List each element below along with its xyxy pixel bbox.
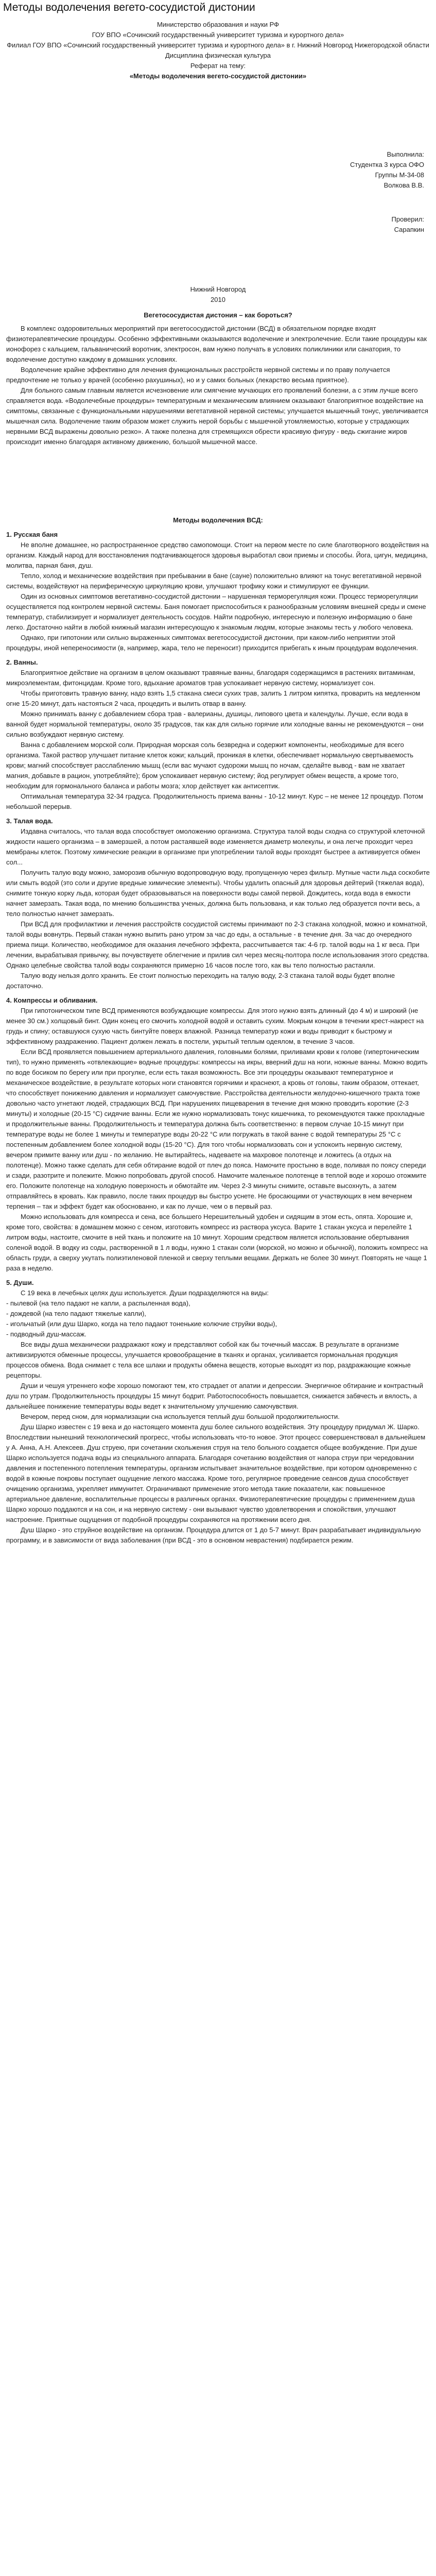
section-paragraph: Можно использовать для компресса и сена, все большего Нерешительный удобен и сидящим в этом есть, опята. Хорошие и, кроме того, свойства: в домашнем можно с сеном, изготовить компресс из раствора уксуса. Варите 1 стакан уксуса и перелейте 1 литром воды, настоите, смочите в ней ткань и положите на 10 минут. Хорошим средством является использование обертывания соленой водой. В водку из соды, растворенной в 1 л воды, нужно 1 стакан соли (морской, но можно и обычной), положить компресс на область груди, а сверху укутать полиэтиленовой пленкой и сверху теплыми вещами. Держать не более 30 минут. Повторять не чаще 1 раза в неделю. (6, 1213, 428, 1272)
group-line: Группы М-34-08 (375, 171, 424, 179)
section-paragraph: При гипотоническом типе ВСД применяются возбуждающие компрессы. Для этого нужно взять длинный (до 4 м) и широкий (не менее 30 см.) холщовый бинт. Один конец его смочить холодной водой и оставить сухим. Мокрым концом в течении крест-накрест на грудь и спину; оставшуюся сухую часть бинтуйте поверх влажной. Разница температур кожи и воды приводит к быстрому и эффективному раздражению. Пациент должен лежать в постели, укрытый теплым одеялом, в течение 3 часов. (6, 1007, 424, 1045)
section-showers (6, 1278, 430, 1546)
intro-section (6, 310, 430, 447)
section-paragraph: Душ Шарко известен с 19 века и до настоящего момента душ более сильного воздействия. Эту процедуру придумал Ж. Шарко. Впоследствии нынешний технологический прогресс, чтобы использовать что-то новое. Этот процесс совершенствовал в дальнейшем у А. Анна, А.Н. Алексеев. Душ струею, при сочетании скольжения струя на тело больного создается общее возбуждение. При душе Шарко используется подача воды из специального аппарата. Благодаря сочетанию воздействия от напора струи при чередовании давления и постепенного потепления температуры, организм испытывает значительное воздействие, при котором одновременно с водой в кожные покровы поступает ощущение легкого массажа. Кроме того, регулярное проведение сеансов душа способствует очищению организма, укрепляет иммунитет. Ограничивают применение этого метода такие показатели, как: повышенное артериальное давление, воспалительные процессы в различных органах. Физиотерапевтические процедуры с применением душа Шарко хорошо поддаются и на сон, и на нервную систему - они вызывают чувство удовлетворения и спокойствия, улучшают настроение. Приятные ощущения от подобной процедуры сохраняются на протяжении всего дня. (6, 1423, 426, 1523)
section-paragraph: Однако, при гипотонии или сильно выраженных симптомах вегетососудистой дистонии, при каком-либо неприятии этой процедуры, иной непереносимости (в, например, жара, тело не переносит) приходится прибегать к иным процедурам водолечения. (6, 634, 418, 652)
section-paragraph: Вечером, перед сном, для нормализации сна используется теплый душ большой продолжительности. (21, 1413, 340, 1420)
section-paragraph: Получить талую воду можно, заморозив обычную водопроводную воду, пропущенную через фильтр. Мутные части льда соскобите или смыть водой (это соли и другие вредные химические элементы). Чтобы удалить опасный для здоровья дейтерий (тяжелая вода), снимите тонкую корку льда, которая будет образовываться на поверхности воды самой первой. Дождитесь, когда вода в емкости начнет замерзать. Такая вода, по мнению большинства ученых, должна быть пользована, и как только лед образуется почти весь, а тело полностью начнет замерзать. (6, 869, 430, 918)
section-paragraph: Если ВСД проявляется повышением артериального давления, головными болями, приливами крови к голове (гипертоническим тип), то нужно применять «отвлекающие» водные процедуры: компрессы на икры, вверний душ на ноги, ножные ванны. Можно водить по воде босиком по берегу или при прогулке, если есть такая возможность. Все эти процедуры оказывают температурное и механическое воздействие, в результате которых ноги становятся горячими и краснеют, а кровь от головы, таким образом, оттекает, что способствует понижению давления и нормализует самочувствие. Расстройства деятельности желудочно-кишечного тракта тоже довольно часто угнетают людей, страдающих ВСД. При нарушениях пищеварения в течение дня можно проводить короткие (2-3 минуты) и холодные (20-15 °С) сидячие ванны. Если же нужно нормализовать тонус кишечника, то рекомендуются также прохладные и продолжительные ванны. Продолжительность и температура должна быть соответственно: в первом случае 10-15 минут при температуре воды не более 1 минуты и температуре воды 20-22 °С или погружать в такой ванне с водой температуры 25 °С с постепенным добавлением более холодной воды (15-20 °С). Для того чтобы нормализовать сон и успокоить нервную систему, вечером примите ванну или душ - по желанию. Не вытирайтесь, надеваете на махровое полотенце и ложитесь (а отдых на полотенце). Можно также сделать для себя обтирание водой от плеч до пояса. Намочите простыню в воде, поливая по поясу спереди и сзади, разотрите и полежите. Можно попробовать другой способ. Намочите маленькое полотенце в теплой воде и хорошо отожмите его. Положите полотенце на холодную поверхность и обмотайте им. Через 2-3 минуты снимите, оставьте высохнуть, а затем отправляйтесь в кровать. Как правило, после таких процедур вы быстро уснете. Не бросающими от участвующих в нем вечернем терпения – так и эффект будет как обоснованно, и как по лучше, чем о в первый раз. (6, 1048, 428, 1210)
section-compresses (6, 995, 430, 1274)
list-item: - подводный душ-массаж. (6, 1330, 86, 1338)
document-title: Методы водолечения вегето-сосудистой дистонии (3, 2, 255, 13)
section-paragraph: Издавна считалось, что талая вода способствует омоложению организма. Структура талой воды сходна со структурой клеточной жидкости нашего организма – в замерзшей, а потом растаявшей воде изменяется диаметр молекулы, и она легче проходит через мембраны клеток. Поэтому химические реакции в организме при употреблении талой воды проходят быстрее а активируется обмен сол... (6, 827, 425, 866)
methods-heading: Методы водолечения ВСД: (173, 516, 263, 524)
section-paragraph: Чтобы приготовить травную ванну, надо взять 1,5 стакана смеси сухих трав, залить 1 литром кипятка, проварить на медленном огне 15-20 минут, дать настояться 2 часа, процедить и вылить отвар в ванну. (6, 689, 421, 707)
author-name: Волкова В.В. (383, 181, 424, 189)
section-paragraph: Благоприятное действие на организм в целом оказывают травяные ванны, благодаря содержащимся в растениях витаминам, микроэлементам, фитонцидам. Кроме того, вдыхание ароматов трав успокаивает нервную систему, нормализует сон. (6, 669, 415, 687)
discipline-line: Дисциплина физическая культура (165, 52, 271, 59)
section-bath (6, 530, 430, 653)
section-title: 4. Компрессы и обливания. (6, 996, 98, 1004)
ministry-line: Министерство образования и науки РФ (156, 21, 280, 28)
section-paragraph: Можно принимать ванну с добавлением сбора трав - валерианы, душицы, липового цвета и календулы. Лучше, если вода в ванной будет нормальной температуры, около 35 градусов, так как для сильно горячие или холодные ванны не рекомендуются – они сильно возбуждают нервную систему. (6, 710, 424, 738)
student-line: Студентка 3 курса ОФО (350, 161, 424, 168)
list-item: - дождевой (на тело падают тяжелые капли), (6, 1310, 146, 1317)
section-paragraph: При ВСД для профилактики и лечения расстройств сосудистой системы принимают по 2-3 стакана холодной, можно и комнатной, талой воды вовнутрь. Первый стакан нужно выпить рано утром за час до еды, а остальные - в течение дня. За час до очередного приема пищи. Количество, необходимое для оказания лечебного эффекта, рассчитывается так: 4-6 гр. талой воды на 1 кг веса. При лечении, вырабатывая привычку, вы почувствуете облегчение и прилив сил через месяц-полтора после использования этого средства. Однако целебные свойства талой воды сохраняются примерно 16 часов после того, как вы тело полностью растаяли. (6, 920, 429, 969)
section-paragraph: Один из основных симптомов вегетативно-сосудистой дистонии – нарушенная терморегуляция кожи. Процесс терморегуляции осуществляется под контролем нервной системы. Баня помогает приспособиться к разнообразным условиям внешней среды и смене температур, стабилизирует и нормализует деятельность сосудов. Найти подробную, интересную и полезную информацию о бане легко. Достаточно найти в любой книжный магазин интересующую к знакомым людям, которые знакомы тесть у любого человека. (6, 592, 426, 631)
checked-label: Проверил: (391, 215, 424, 223)
section-paragraph: Души и чешуя утреннего кофе хорошо помогают тем, кто страдает от апатии и депрессии. Энергичное обтирание и контрастный душ по утрам. Продолжительность процедуры 15 минут бодрит. Работоспособность повышается, снижается забвчесть и вялость, а дальнейшее понижение температуры воды ведет к значительному улучшению самочувствия. (6, 1382, 424, 1410)
checker-name: Сарапкин (394, 226, 424, 233)
section-paragraph: Не вполне домашнее, но распространенное средство самопомощи. Стоит на первом месте по силе благотворного воздействия на организм. Каждый народ для восстановления подтачивающегося здоровья выработал свои приемы и способы. Йога, цигун, медицина, молитва, парная баня, душ. (6, 541, 429, 569)
section-paragraph: Тепло, холод и механические воздействия при пребывании в бане (сауне) положительно влияют на тонус вегетативной нервной системы, воздействуют на периферическую циркуляцию крови, улучшают трофику кожи и стимулируют ее функции. (6, 572, 422, 590)
section-paragraph: Душ Шарко - это струйное воздействие на организм. Процедура длится от 1 до 5-7 минут. Врач разрабатывает индивидуальную программу, и в зависимости от вида заболевания (при ВСД - это в основном неврастения) подбирается режим. (6, 1526, 421, 1544)
section-paragraph: Все виды душа механически раздражают кожу и представляют собой как бы точечный массаж. В результате в организме активизируются обменные процессы, улучшается кровообращение в тканях и органах, усиливается гормональная продукция процессов обмена. Вода снимает с тела все шлаки и продукты обмена веществ, которые выходят из пор, раздражающие кожные рецепторы. (6, 1341, 411, 1379)
list-item: - игольчатый (или душ Шарко, когда на тело падают тоненькие колючие струйки воды), (6, 1320, 277, 1328)
intro-paragraph: В комплекс оздоровительных мероприятий при вегетососудистой дистонии (ВСД) в обязательном порядке входят физиотерапевтические процедуры. Особенно эффективными оказываются водолечение и электролечение. Если такие процедуры как ионофорез с кальцием, гальванический воротник, электросон, вам нужно получать в условиях поликлиники или санатория, то водолечение доступно каждому в домашних условиях. (6, 325, 427, 363)
methods-section (6, 515, 430, 1546)
section-title: 5. Души. (6, 1279, 34, 1286)
title-page-header (6, 20, 430, 81)
work-type-line: Реферат на тему: (190, 62, 246, 70)
intro-heading: Вегетососудистая дистония – как бороться? (144, 311, 292, 319)
section-melt-water (6, 816, 430, 991)
section-paragraph: С 19 века в лечебных целях душ используется. Души подразделяются на виды: (21, 1289, 269, 1297)
checker-block (6, 214, 424, 235)
section-paragraph: Оптимальная температура 32-34 градуса. Продолжительность приема ванны - 10-12 минут. Курс – не менее 12 процедур. Потом небольшой перерыв. (6, 792, 423, 810)
section-title: 1. Русская баня (6, 531, 58, 538)
author-block (6, 149, 424, 191)
city-year-block (6, 284, 430, 305)
intro-paragraph: Для больного самым главным является исчезновение или смягчение мучающих его проявлений болезни, а с этим лучше всего справляется вода. «Водолечебные процедуры» температурным и механическим влиянием оказывают благоприятное воздействие на симптомы, связанные с функциональными нарушениями вегетативной нервной системы; улучшается мышечный тонус, увеличивается мышечная сила. Водолечение таким образом может служить нерой борьбы с мышечной утомляемостью, которые у страдающих нервными ВСД выражены довольно резко». А также полезна для стремящихся обрести красивую фигуру - ведь сжигание жиров происходит именно благодаря активному движению, большой мышечной массе. (6, 386, 428, 446)
year-line: 2010 (211, 296, 225, 303)
city-line: Нижний Новгород (190, 285, 246, 293)
section-paragraph: Ванна с добавлением морской соли. Природная морская соль безвредна и содержит компоненты, необходимые для всего организма. Такой раствор улучшает питание клеток кожи; кальций, проникая в клетки, обеспечивает нормальную свертываемость крови; магний способствует расслаблению мышц (если вас мучают судорожи мышц по ночам, сделайте вывод - вам не хватает магния, добавьте в рацион, употребляйте); бром успокаивает нервную систему; йод регулирует обмен веществ, а кроме того, необходим для гормонального баланса и работы мозга; хлор действует как антисептик. (6, 741, 414, 790)
performed-label: Выполнила: (387, 150, 424, 158)
section-title: 2. Ванны. (6, 658, 38, 666)
topic-line: «Методы водолечения вегето-сосудистой дистонии» (129, 72, 307, 80)
intro-paragraph: Водолечение крайне эффективно для лечения функциональных расстройств нервной системы и по праву получается предпочтение не только у врачей (особенно рахушиных), но и у самих больных (лекарство весьма приятное). (6, 366, 390, 384)
shower-types-list (6, 1298, 430, 1340)
section-title: 3. Талая вода. (6, 817, 53, 825)
branch-line: Филиал ГОУ ВПО «Сочинский государственный университет туризма и курортного дела» в г. Нижний Новгород Нижегородской области (7, 41, 429, 49)
list-item: - пылевой (на тело падают не капли, а распыленная вода), (6, 1299, 190, 1307)
university-line: ГОУ ВПО «Сочинский государственный университет туризма и курортного дела» (92, 31, 344, 39)
section-baths (6, 657, 430, 812)
section-paragraph: Талую воду нельзя долго хранить. Ее стоит полностью переходить на талую воду, 2-3 стакана талой воды будет вполне достаточно. (6, 972, 395, 990)
